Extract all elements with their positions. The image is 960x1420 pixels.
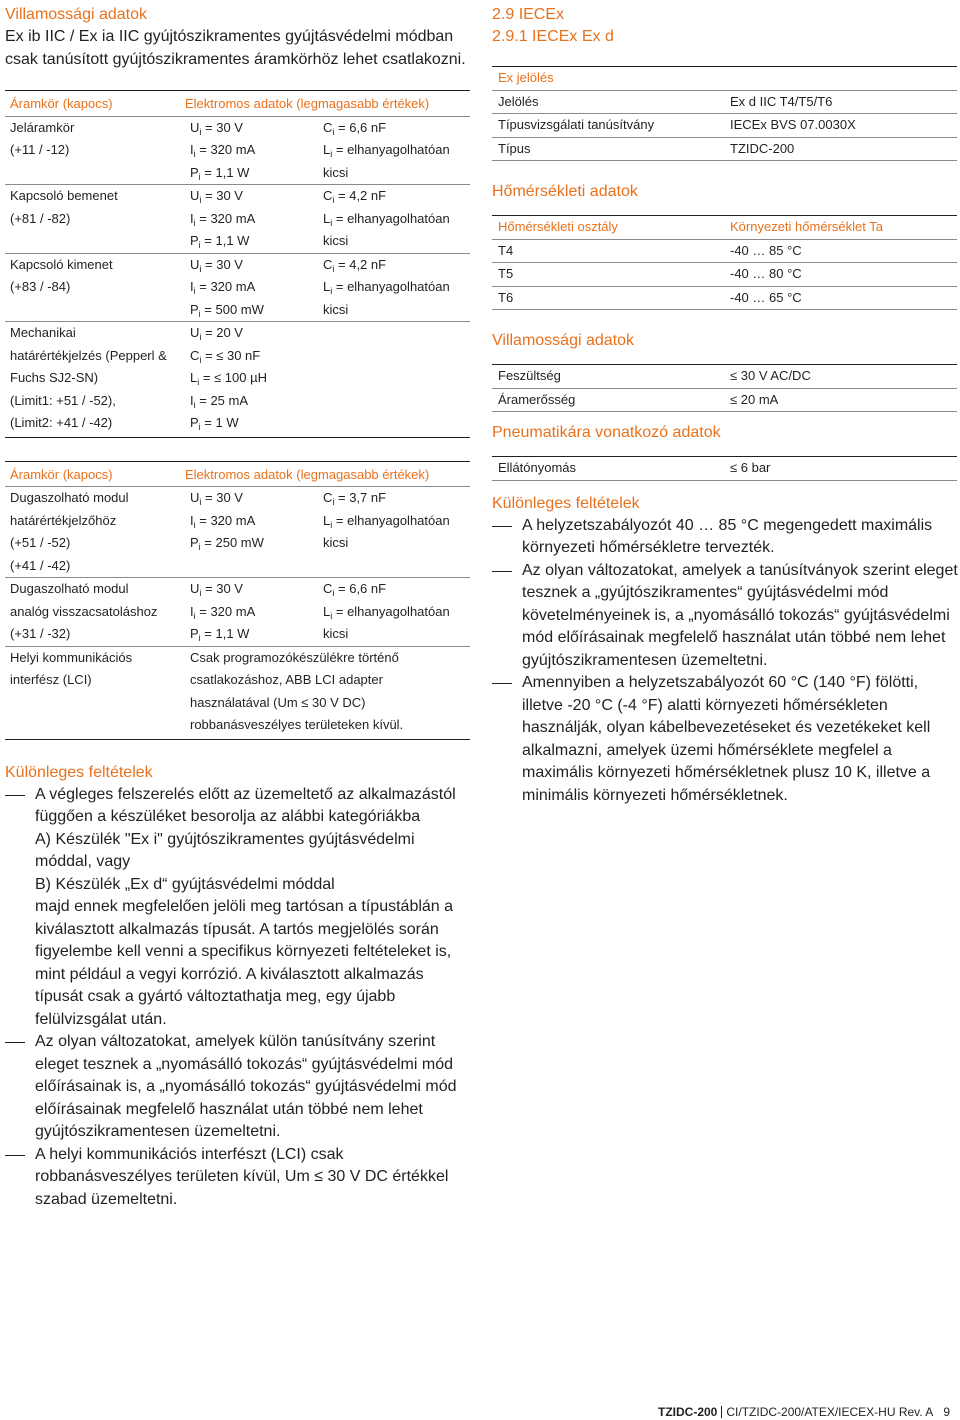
lci-row [5, 669, 470, 692]
electrical-cell-2-value: = 4,2 nF [338, 256, 387, 272]
electrical-cell-symbol: U [190, 256, 200, 272]
table-end-line [492, 480, 957, 481]
electrical-cell-2-value: kicsi [323, 164, 349, 180]
electrical-cell [190, 412, 323, 435]
kv-key: T4 [498, 242, 514, 258]
electrical-cell-symbol: P [190, 301, 199, 317]
electrical-cell [190, 555, 323, 578]
electrical-cell-subscript: i [193, 286, 196, 296]
electrical-cell-symbol: I [190, 512, 194, 528]
electrical-cell [190, 623, 323, 646]
lci-row [5, 714, 470, 737]
electrical-cell-2 [323, 510, 470, 533]
kv-key: T5 [498, 266, 514, 281]
electrical-cell-2-symbol: C [323, 490, 333, 505]
electrical-cell-symbol: I [190, 210, 194, 226]
electrical-cell [190, 532, 323, 555]
circuit-cell: Mechanikai [10, 325, 76, 340]
electrical-cell-2-value: = 6,6 nF [338, 119, 387, 135]
kv-key: Típus [498, 140, 531, 156]
right-special-title: Különleges feltételek [492, 494, 640, 512]
electrical-cell [190, 230, 323, 253]
spec-row [5, 578, 470, 601]
pneu-title: Pneumatikára vonatkozó adatok [492, 424, 721, 441]
page-number: 9 [943, 1405, 950, 1419]
electrical-cell-2-subscript: i [330, 519, 333, 530]
electrical-cell-2 [323, 345, 470, 368]
electrical-cell-value: = 500 mW [204, 301, 264, 317]
electrical-cell-symbol: I [190, 279, 194, 294]
lci-circuit-cell [5, 714, 190, 737]
electrical-cell [190, 117, 323, 140]
footer-product: TZIDC-200 [658, 1405, 718, 1419]
circuit-cell: Kapcsoló bemenet [10, 188, 118, 203]
electrical-cell-2-value: kicsi [323, 535, 349, 550]
electrical-cell-symbol: P [190, 164, 199, 180]
electrical-cell-subscript: i [199, 588, 202, 598]
ex-marking-table [492, 66, 957, 161]
circuit-cell: határértékjelzés (Pepperl & [10, 347, 167, 363]
table2-body [5, 486, 470, 737]
electrical-cell-2 [323, 208, 470, 231]
kv-key: Ellátónyomás [498, 460, 577, 475]
bullet-item: Amennyiben a helyzetszabályozót 60 °C (140 °F) fölötti, illetve -20 °C (-4 °F) alatti környezeti hőmérsékleten használják, olyan kábelbevezetéseket és vezetékeket kell alkalmazni, amelyek üzemi hőmérséklete megfelel a maximális környezeti hőmérsékletnek plusz 10 K, illetve a minimális környezeti hőmérsékletnek. [492, 672, 958, 807]
lci-circuit-cell [5, 692, 190, 715]
spec-row [5, 487, 470, 510]
electrical-cell-subscript: i [199, 263, 202, 274]
electrical-cell-value: = 30 V [205, 490, 243, 505]
section-title: 2.9 IECEx [492, 6, 565, 23]
spec-row [5, 555, 470, 578]
electrical-cell-2-value: = 6,6 nF [338, 581, 387, 596]
kv-key: T6 [498, 289, 514, 305]
spec-table-1 [5, 90, 470, 438]
circuit-cell [5, 299, 190, 322]
electrical-cell-2-subscript: i [332, 126, 335, 137]
electrical-cell-2-symbol: C [323, 188, 333, 203]
electrical-cell-subscript: i [198, 308, 201, 319]
electrical-cell [190, 254, 323, 277]
elec-table [492, 364, 957, 412]
kv-key: Áramerősség [498, 391, 576, 407]
electrical-cell-2-value: = 3,7 nF [338, 490, 387, 505]
electrical-cell [190, 510, 323, 533]
circuit-cell: (+51 / -52) [10, 535, 71, 550]
left-column [5, 4, 475, 1211]
lci-description-cell: csatlakozáshoz, ABB LCI adapter [190, 672, 383, 687]
electrical-cell-2 [323, 601, 470, 624]
electrical-cell-subscript: i [199, 195, 202, 205]
electrical-cell-2-subscript: i [332, 195, 335, 205]
electrical-cell-2 [323, 532, 470, 555]
electrical-cell-symbol: P [190, 415, 199, 430]
kv-value: -40 … 65 °C [730, 289, 802, 305]
lci-description-cell: használatával (Um ≤ 30 V DC) [190, 694, 366, 710]
table2-header-electrical: Elektromos adatok (legmagasabb értékek) [185, 466, 430, 482]
kv-value: Ex d IIC T4/T5/T6 [730, 93, 833, 109]
electrical-cell-value: = ≤ 30 nF [205, 347, 261, 363]
electrical-cell-2 [323, 555, 470, 578]
electrical-cell-subscript: i [193, 149, 196, 159]
electrical-cell [190, 578, 323, 601]
electrical-cell-value: = 20 V [205, 325, 243, 340]
electrical-cell [190, 276, 323, 299]
electrical-cell-subscript: i [193, 610, 196, 621]
electrical-cell-symbol: P [190, 535, 199, 550]
spec-row [5, 510, 470, 533]
kv-value: ≤ 6 bar [730, 460, 771, 475]
electrical-cell-symbol: L [190, 370, 198, 385]
electrical-cell-2 [323, 276, 470, 299]
electrical-cell-2-value: = elhanyagolhatóan [335, 142, 450, 157]
electrical-cell [190, 139, 323, 162]
table1-header-circuit: Áramkör (kapocs) [10, 96, 113, 111]
left-title: Villamossági adatok [5, 6, 148, 23]
bullet-item: Az olyan változatokat, amelyek külön tanúsítvány szerint eleget tesznek a „nyomásálló tokozás“ gyújtásvédelmi mód előírásainak is, a „nyomásálló tokozás“ gyújtásvédelmi mód előírásainak megfelelő használat után többé nem lehet gyújtószikramentesen üzemeltetni. [5, 1031, 475, 1144]
table-end-line [492, 309, 957, 310]
kv-row [492, 389, 957, 412]
circuit-cell [5, 162, 190, 185]
kv-row [492, 114, 957, 137]
kv-row [492, 457, 957, 480]
table1-header-electrical: Elektromos adatok (legmagasabb értékek) [185, 96, 430, 111]
kv-key: Jelölés [498, 93, 539, 109]
subsection-title: 2.9.1 IECEx Ex d [492, 28, 614, 45]
electrical-cell-2-symbol: L [323, 512, 331, 528]
spec-row [5, 601, 470, 624]
electrical-cell-2 [323, 254, 470, 277]
bullet-item: A végleges felszerelés előtt az üzemeltető az alkalmazástól függően a készüléket besorolja az alábbi kategóriákba A) Készülék "Ex i" gyújtószikramentes gyújtásvédelmi móddal, vagy B) Készülék „Ex d“ gyújtásvédelmi móddal majd ennek megfelelően jelöli meg tartósan a típustáblán a kiválasztott alkalmazás típusát. A tartós megjelölés során figyelembe kell venni a specifikus környezeti feltételeket is, mint például a vegyi korrózió. A kiválasztott alkalmazás típusát csak a gyártó változtathatja meg, egy újabb felülvizsgálat után. [5, 784, 475, 1032]
spec-row [5, 162, 470, 185]
electrical-cell-2 [323, 139, 470, 162]
left-special-list [5, 784, 475, 1212]
electrical-cell-2-symbol: C [323, 256, 333, 272]
spec-row [5, 390, 470, 413]
electrical-cell-2 [323, 412, 470, 435]
bullet-item: A helyzetszabályozót 40 … 85 °C megengedett maximális környezeti hőmérsékletre tervezték. [492, 515, 958, 560]
electrical-cell-2-value: kicsi [323, 626, 349, 641]
electrical-cell-2-subscript: i [330, 149, 333, 159]
electrical-cell [190, 390, 323, 413]
electrical-cell-2 [323, 117, 470, 140]
electrical-cell-2-symbol: C [323, 581, 333, 596]
electrical-cell-2-value: = 4,2 nF [338, 188, 387, 203]
circuit-cell: (+41 / -42) [10, 557, 71, 573]
electrical-cell-value: = 1,1 W [204, 626, 250, 641]
electrical-cell-2 [323, 162, 470, 185]
table2-header-circuit: Áramkör (kapocs) [10, 466, 113, 482]
electrical-cell-value: = 320 mA [199, 210, 256, 226]
electrical-cell-value: = 1,1 W [204, 233, 250, 248]
spec-row [5, 412, 470, 435]
electrical-cell-symbol: I [190, 142, 194, 157]
elec-title: Villamossági adatok [492, 332, 635, 349]
spec-row [5, 322, 470, 345]
electrical-cell-value: = 30 V [205, 256, 243, 272]
kv-row [492, 138, 957, 161]
circuit-cell: Kapcsoló kimenet [10, 256, 113, 272]
electrical-cell-value: = 250 mW [204, 535, 264, 550]
spec-row [5, 623, 470, 646]
circuit-cell: (+83 / -84) [10, 279, 71, 294]
electrical-cell-2-value: = elhanyagolhatóan [335, 279, 450, 294]
electrical-cell-2-subscript: i [332, 588, 335, 598]
right-column [492, 4, 958, 807]
electrical-cell-2-value: kicsi [323, 233, 349, 248]
electrical-cell [190, 601, 323, 624]
electrical-cell-symbol: P [190, 626, 199, 641]
spec-row [5, 299, 470, 322]
kv-row [492, 91, 957, 114]
electrical-cell-value: = 320 mA [199, 603, 256, 619]
temp-title: Hőmérsékleti adatok [492, 183, 638, 200]
kv-row [492, 263, 957, 286]
electrical-cell-2-value: = elhanyagolhatóan [335, 603, 450, 619]
electrical-cell-2 [323, 322, 470, 345]
electrical-cell-subscript: i [198, 542, 201, 552]
electrical-cell-symbol: U [190, 188, 200, 203]
circuit-cell: Jeláramkör [10, 119, 75, 135]
electrical-cell-value: = 30 V [205, 188, 243, 203]
table1-body [5, 116, 470, 435]
spec-row [5, 117, 470, 140]
electrical-cell-symbol: I [190, 603, 194, 619]
electrical-cell [190, 487, 323, 510]
kv-value: IECEx BVS 07.0030X [730, 117, 856, 132]
kv-value: -40 … 85 °C [730, 242, 802, 258]
lci-circuit-cell: interfész (LCI) [10, 672, 92, 687]
circuit-cell: Fuchs SJ2-SN) [10, 370, 99, 385]
lci-description-cell: robbanásveszélyes területeken kívül. [190, 717, 404, 732]
circuit-cell: határértékjelzőhöz [10, 512, 117, 528]
electrical-cell-subscript: i [199, 497, 202, 507]
kv-key: Típusvizsgálati tanúsítvány [498, 117, 655, 132]
table-end-line [492, 160, 957, 161]
temp-head-class: Hőmérsékleti osztály [498, 219, 618, 234]
spec-row [5, 185, 470, 208]
electrical-cell-2-subscript: i [330, 217, 333, 228]
electrical-cell-subscript: i [199, 354, 202, 365]
table-end-line [492, 411, 957, 412]
circuit-cell: Dugaszolható modul [10, 490, 129, 505]
electrical-cell-subscript: i [199, 126, 202, 137]
circuit-cell: (+31 / -32) [10, 626, 71, 641]
page-footer [658, 1404, 950, 1420]
kv-row [492, 240, 957, 263]
electrical-cell-2-symbol: C [323, 119, 333, 135]
circuit-cell: (Limit1: +51 / -52), [10, 392, 116, 408]
electrical-cell-symbol: U [190, 325, 200, 340]
electrical-cell-2-symbol: L [323, 279, 331, 294]
lci-row [5, 692, 470, 715]
electrical-cell [190, 367, 323, 390]
electrical-cell-2 [323, 299, 470, 322]
left-special-title: Különleges feltételek [5, 763, 153, 781]
spec-row [5, 139, 470, 162]
electrical-cell-value: = 30 V [205, 119, 243, 135]
electrical-cell-value: = 320 mA [199, 512, 256, 528]
kv-value: ≤ 30 V AC/DC [730, 368, 811, 383]
footer-doc: CI/TZIDC-200/ATEX/IECEX-HU Rev. A [726, 1405, 934, 1419]
spec-row [5, 532, 470, 555]
intro-text: Ex ib IIC / Ex ia IIC gyújtószikramentes gyújtásvédelmi módban csak tanúsított gyújtószikramentes áramkörhöz lehet csatlakozni. [5, 28, 466, 68]
spec-row [5, 208, 470, 231]
electrical-cell-2-symbol: L [323, 603, 331, 619]
circuit-cell: Dugaszolható modul [10, 581, 129, 596]
electrical-cell [190, 185, 323, 208]
electrical-cell-symbol: C [190, 347, 200, 363]
electrical-cell-2-symbol: L [323, 142, 331, 157]
electrical-cell-2-subscript: i [330, 610, 333, 621]
electrical-cell-symbol: U [190, 119, 200, 135]
spec-row [5, 367, 470, 390]
kv-row [492, 287, 957, 310]
electrical-cell-2 [323, 578, 470, 601]
temp-head-ambient: Környezeti hőmérséklet Ta [730, 219, 883, 234]
kv-key: Feszültség [498, 368, 561, 383]
bullet-item: A helyi kommunikációs interfészt (LCI) csak robbanásveszélyes területen kívül, Um ≤ 30 V DC értékkel szabad üzemeltetni. [5, 1144, 475, 1212]
electrical-cell [190, 299, 323, 322]
kv-row [492, 365, 957, 388]
electrical-cell-subscript: i [198, 171, 201, 182]
electrical-cell-value: = ≤ 100 µH [202, 370, 267, 385]
spec-row [5, 230, 470, 253]
right-special-list [492, 515, 958, 808]
pneu-table [492, 456, 957, 481]
electrical-cell-value: = 1 W [204, 415, 239, 430]
electrical-cell-subscript: i [197, 377, 200, 387]
electrical-cell-2-symbol: L [323, 210, 331, 226]
electrical-cell-subscript: i [198, 633, 201, 643]
electrical-cell-2 [323, 367, 470, 390]
electrical-cell-2 [323, 230, 470, 253]
electrical-cell-symbol: U [190, 490, 200, 505]
lci-circuit-cell: Helyi kommunikációs [10, 649, 133, 665]
electrical-cell-symbol: I [190, 392, 194, 408]
electrical-cell-subscript: i [198, 422, 201, 432]
electrical-cell-subscript: i [193, 217, 196, 228]
circuit-cell [5, 230, 190, 253]
electrical-cell-subscript: i [199, 332, 202, 342]
electrical-cell-subscript: i [193, 519, 196, 530]
circuit-cell: (+11 / -12) [10, 142, 70, 157]
spec-table-2 [5, 461, 470, 740]
bullet-item: Az olyan változatokat, amelyek a tanúsítványok szerint eleget tesznek a „gyújtószikramentes“ gyújtásvédelmi mód követelményeinek is, a „nyomásálló tokozás“ gyújtásvédelmi mód előírásainak megfelelő használat után többé nem lehet gyújtószikramentesen üzemeltetni. [492, 560, 958, 673]
electrical-cell-2 [323, 390, 470, 413]
electrical-cell [190, 162, 323, 185]
circuit-cell: (+81 / -82) [10, 210, 71, 226]
electrical-cell-value: = 1,1 W [204, 164, 250, 180]
lci-row [5, 647, 470, 670]
electrical-cell-value: = 320 mA [199, 142, 256, 157]
electrical-cell-2 [323, 487, 470, 510]
electrical-cell-symbol: P [190, 233, 199, 248]
electrical-cell-2-value: = elhanyagolhatóan [335, 210, 450, 226]
electrical-cell-value: = 320 mA [199, 279, 256, 294]
spec-row [5, 276, 470, 299]
electrical-cell [190, 345, 323, 368]
electrical-cell-2-value: kicsi [323, 301, 349, 317]
electrical-cell-2-subscript: i [332, 263, 335, 274]
electrical-cell-2-subscript: i [330, 286, 333, 296]
kv-value: TZIDC-200 [730, 140, 795, 156]
electrical-cell-2 [323, 623, 470, 646]
electrical-cell [190, 322, 323, 345]
electrical-cell-subscript: i [193, 399, 196, 410]
spec-row [5, 345, 470, 368]
kv-value: ≤ 20 mA [730, 391, 779, 407]
electrical-cell-2 [323, 185, 470, 208]
lci-description-cell: Csak programozókészülékre történő [190, 649, 399, 665]
temp-table [492, 215, 957, 310]
electrical-cell-subscript: i [198, 240, 201, 250]
ex-marking-title: Ex jelölés [498, 70, 554, 85]
electrical-cell [190, 208, 323, 231]
electrical-cell-2-value: = elhanyagolhatóan [335, 512, 450, 528]
electrical-cell-2-subscript: i [332, 497, 335, 507]
electrical-cell-value: = 25 mA [199, 392, 249, 408]
electrical-cell-value: = 30 V [205, 581, 243, 596]
electrical-cell-symbol: U [190, 581, 200, 596]
circuit-cell: (Limit2: +41 / -42) [10, 415, 113, 430]
circuit-cell: analóg visszacsatoláshoz [10, 603, 158, 619]
spec-row [5, 254, 470, 277]
kv-value: -40 … 80 °C [730, 266, 802, 281]
